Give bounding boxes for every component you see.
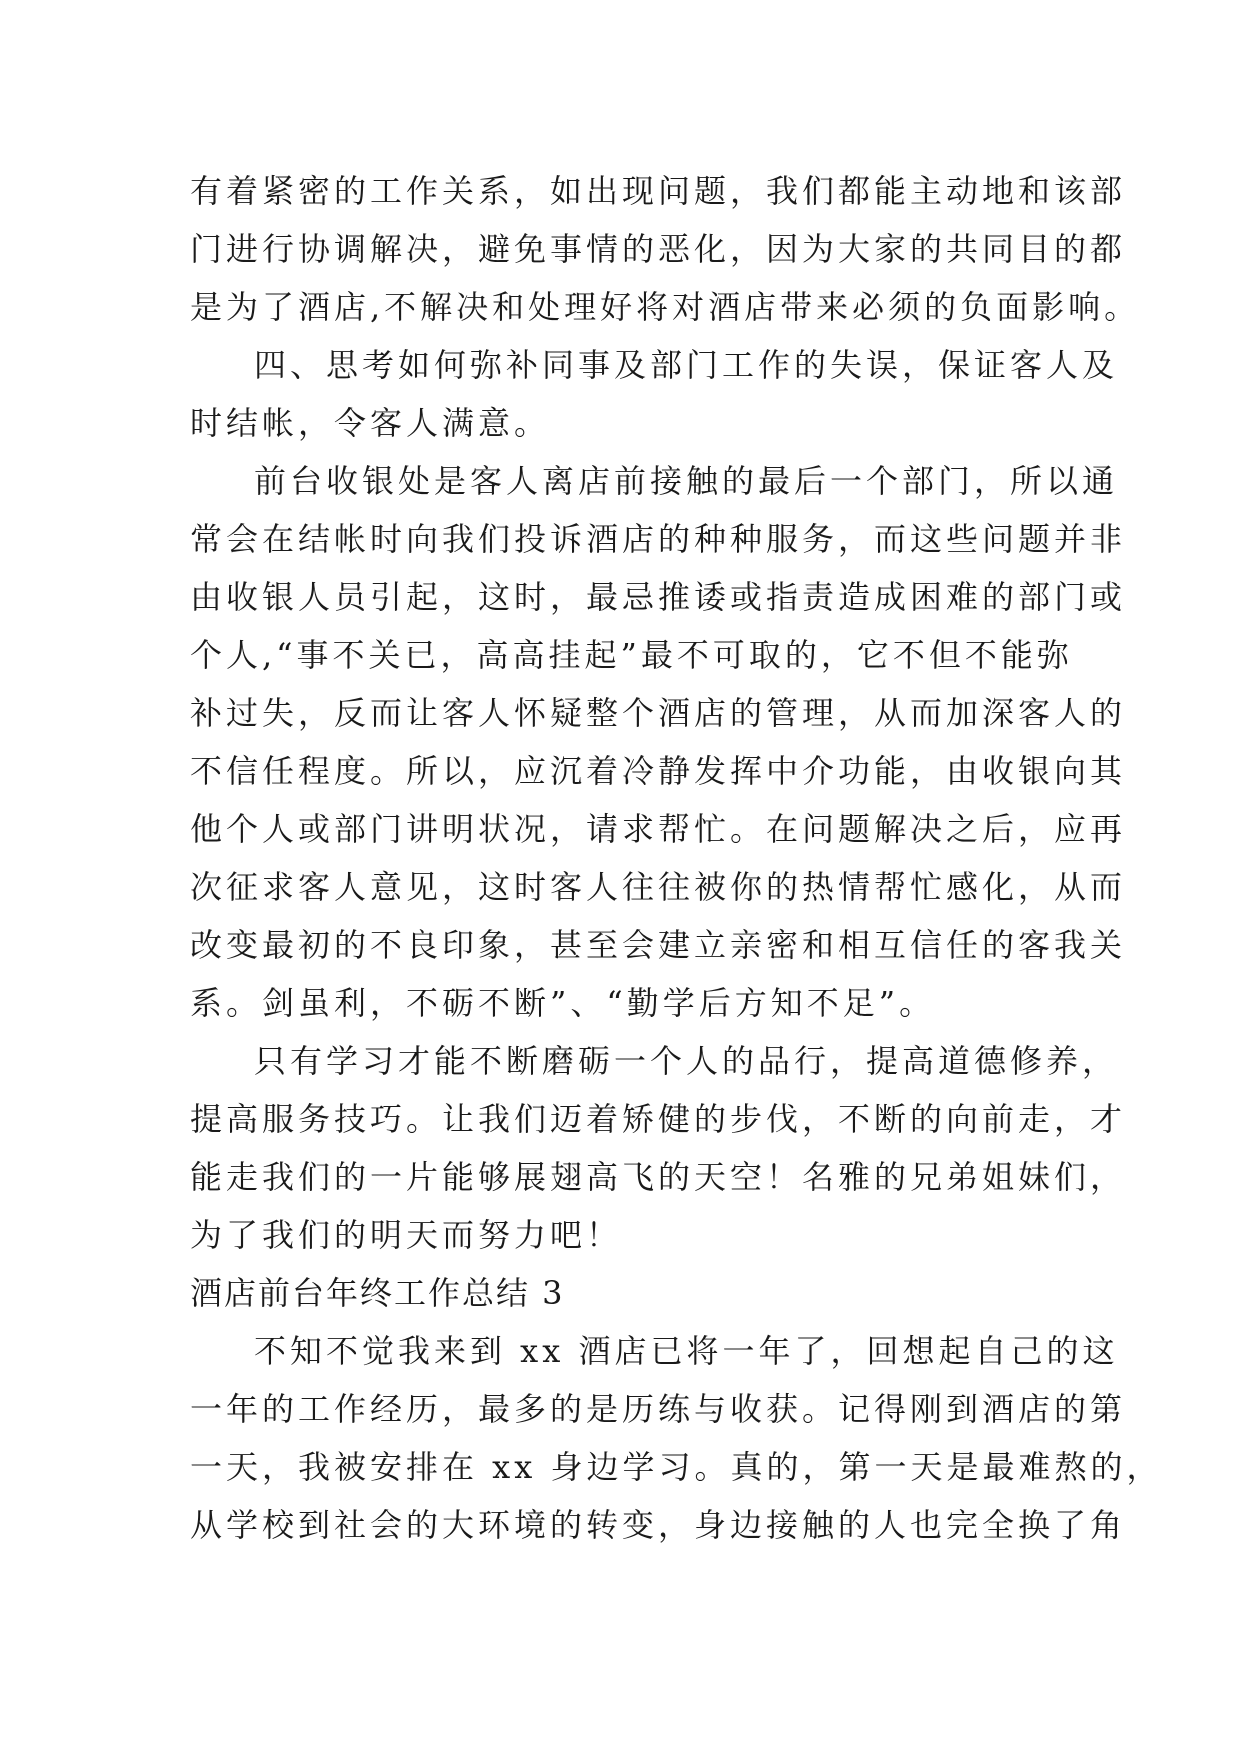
text-line: 有着紧密的工作关系，如出现问题，我们都能主动地和该部 xyxy=(190,172,1127,210)
text-line: 时结帐，令客人满意。 xyxy=(190,404,551,442)
text-line: 改变最初的不良印象，甚至会建立亲密和相互信任的客我关 xyxy=(190,926,1127,964)
text-line: 系。剑虽利，不砺不断”、“勤学后方知不足”。 xyxy=(190,984,936,1022)
text-line: 四、思考如何弥补同事及部门工作的失误，保证客人及 xyxy=(254,346,1119,384)
text-line: 个人,“事不关已，高高挂起”最不可取的，它不但不能弥 xyxy=(190,636,1073,674)
text-line: 由收银人员引起，这时，最忌推诿或指责造成困难的部门或 xyxy=(190,578,1127,616)
text-line: 只有学习才能不断磨砺一个人的品行，提高道德修养， xyxy=(254,1042,1119,1080)
text-line: 能走我们的一片能够展翅高飞的天空！名雅的兄弟姐妹们， xyxy=(190,1158,1127,1196)
section-heading: 酒店前台年终工作总结 3 xyxy=(190,1274,565,1312)
text-line: 次征求客人意见，这时客人往往被你的热情帮忙感化，从而 xyxy=(190,868,1127,906)
text-line: 前台收银处是客人离店前接触的最后一个部门，所以通 xyxy=(254,462,1119,500)
text-line: 补过失，反而让客人怀疑整个酒店的管理，从而加深客人的 xyxy=(190,694,1127,732)
text-line: 一年的工作经历，最多的是历练与收获。记得刚到酒店的第 xyxy=(190,1390,1127,1428)
text-line: 是为了酒店,不解决和处理好将对酒店带来必须的负面影响。 xyxy=(190,288,1141,326)
text-line: 常会在结帐时向我们投诉酒店的种种服务，而这些问题并非 xyxy=(190,520,1127,558)
text-line: 提高服务技巧。让我们迈着矫健的步伐，不断的向前走，才 xyxy=(190,1100,1127,1138)
text-line: 不信任程度。所以，应沉着冷静发挥中介功能，由收银向其 xyxy=(190,752,1127,790)
text-line: 为了我们的明天而努力吧！ xyxy=(190,1216,623,1254)
text-line: 从学校到社会的大环境的转变，身边接触的人也完全换了角 xyxy=(190,1506,1127,1544)
body-text xyxy=(190,162,1163,1554)
text-line: 他个人或部门讲明状况，请求帮忙。在问题解决之后，应再 xyxy=(190,810,1127,848)
text-line: 门进行协调解决，避免事情的恶化，因为大家的共同目的都 xyxy=(190,230,1127,268)
text-line: 一天，我被安排在 xx 身边学习。真的，第一天是最难熬的， xyxy=(190,1448,1163,1486)
text-line: 不知不觉我来到 xx 酒店已将一年了，回想起自己的这 xyxy=(254,1332,1119,1370)
